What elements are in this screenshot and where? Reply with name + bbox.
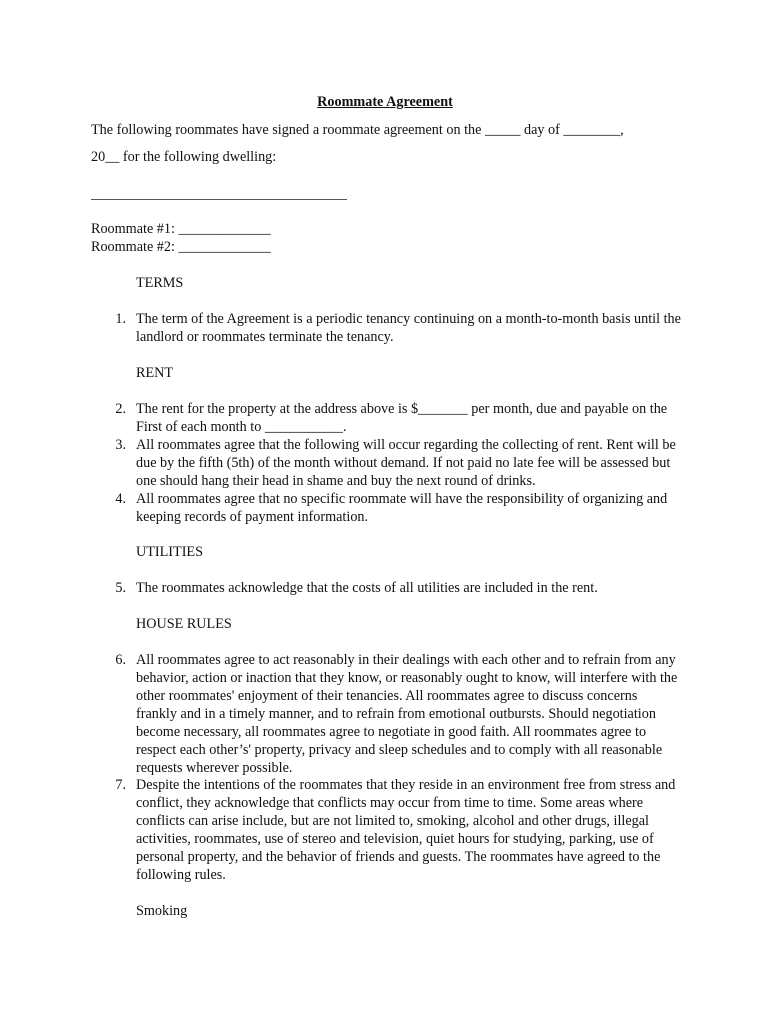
list-item: Despite the intentions of the roommates that they reside in an environment free from stress and conflict, they acknowledge that conflicts may occur from time to time. Some areas where conflicts can arise include, but are not limited to, smoking, alcohol and other drugs, illegal activities, roommates, use of stereo and television, quiet hours for studying, parking, use of personal property, and the behavior of friends and guests. The roommates have agreed to the following rules. <box>136 777 676 883</box>
section-heading-rent: RENT <box>136 365 174 381</box>
section-heading-utilities: UTILITIES <box>136 544 203 560</box>
item-number: 2. <box>115 401 126 417</box>
item-number: 1. <box>115 311 126 327</box>
roommate-1-line: Roommate #1: _____________ <box>91 221 271 237</box>
list-item: The rent for the property at the address above is $_______ per month, due and payable on the First of each month to ___________. <box>136 401 668 435</box>
document-title: Roommate Agreement <box>317 94 453 110</box>
intro-line-2: 20__ for the following dwelling: <box>91 149 277 165</box>
list-item: All roommates agree that no specific roommate will have the responsibility of organizing and keeping records of payment information. <box>136 491 668 525</box>
list-item: The roommates acknowledge that the costs of all utilities are included in the rent. <box>136 580 598 596</box>
item-number: 6. <box>115 652 126 668</box>
section-heading-house-rules: HOUSE RULES <box>136 616 232 632</box>
list-item: All roommates agree that the following will occur regarding the collecting of rent. Rent will be due by the fifth (5th) of the month without demand. If not paid no late fee will be assessed but one should hang their head in shame and buy the next round of drinks. <box>136 437 676 489</box>
address-blank-line <box>91 199 347 200</box>
section-heading-smoking: Smoking <box>136 903 188 919</box>
intro-line-1: The following roommates have signed a roommate agreement on the _____ day of ________, <box>91 122 624 138</box>
item-number: 3. <box>115 437 126 453</box>
list-item: All roommates agree to act reasonably in their dealings with each other and to refrain from any behavior, action or inaction that they know, or reasonably ought to know, will interfere with the other roommates' enjoyment of their tenancies. All roommates agree to discuss concerns frankly and in a timely manner, and to refrain from emotional outbursts. Should negotiation become necessary, all roommates agree to negotiate in good faith. All roommates agree to respect each other’s' property, privacy and sleep schedules and to comply with all reasonable requests wherever possible. <box>136 652 678 776</box>
roommate-2-line: Roommate #2: _____________ <box>91 239 271 255</box>
item-number: 7. <box>115 777 126 793</box>
item-number: 5. <box>115 580 126 596</box>
item-number: 4. <box>115 491 126 507</box>
section-heading-terms: TERMS <box>136 275 184 291</box>
list-item: The term of the Agreement is a periodic tenancy continuing on a month-to-month basis until the landlord or roommates terminate the tenancy. <box>136 311 681 345</box>
